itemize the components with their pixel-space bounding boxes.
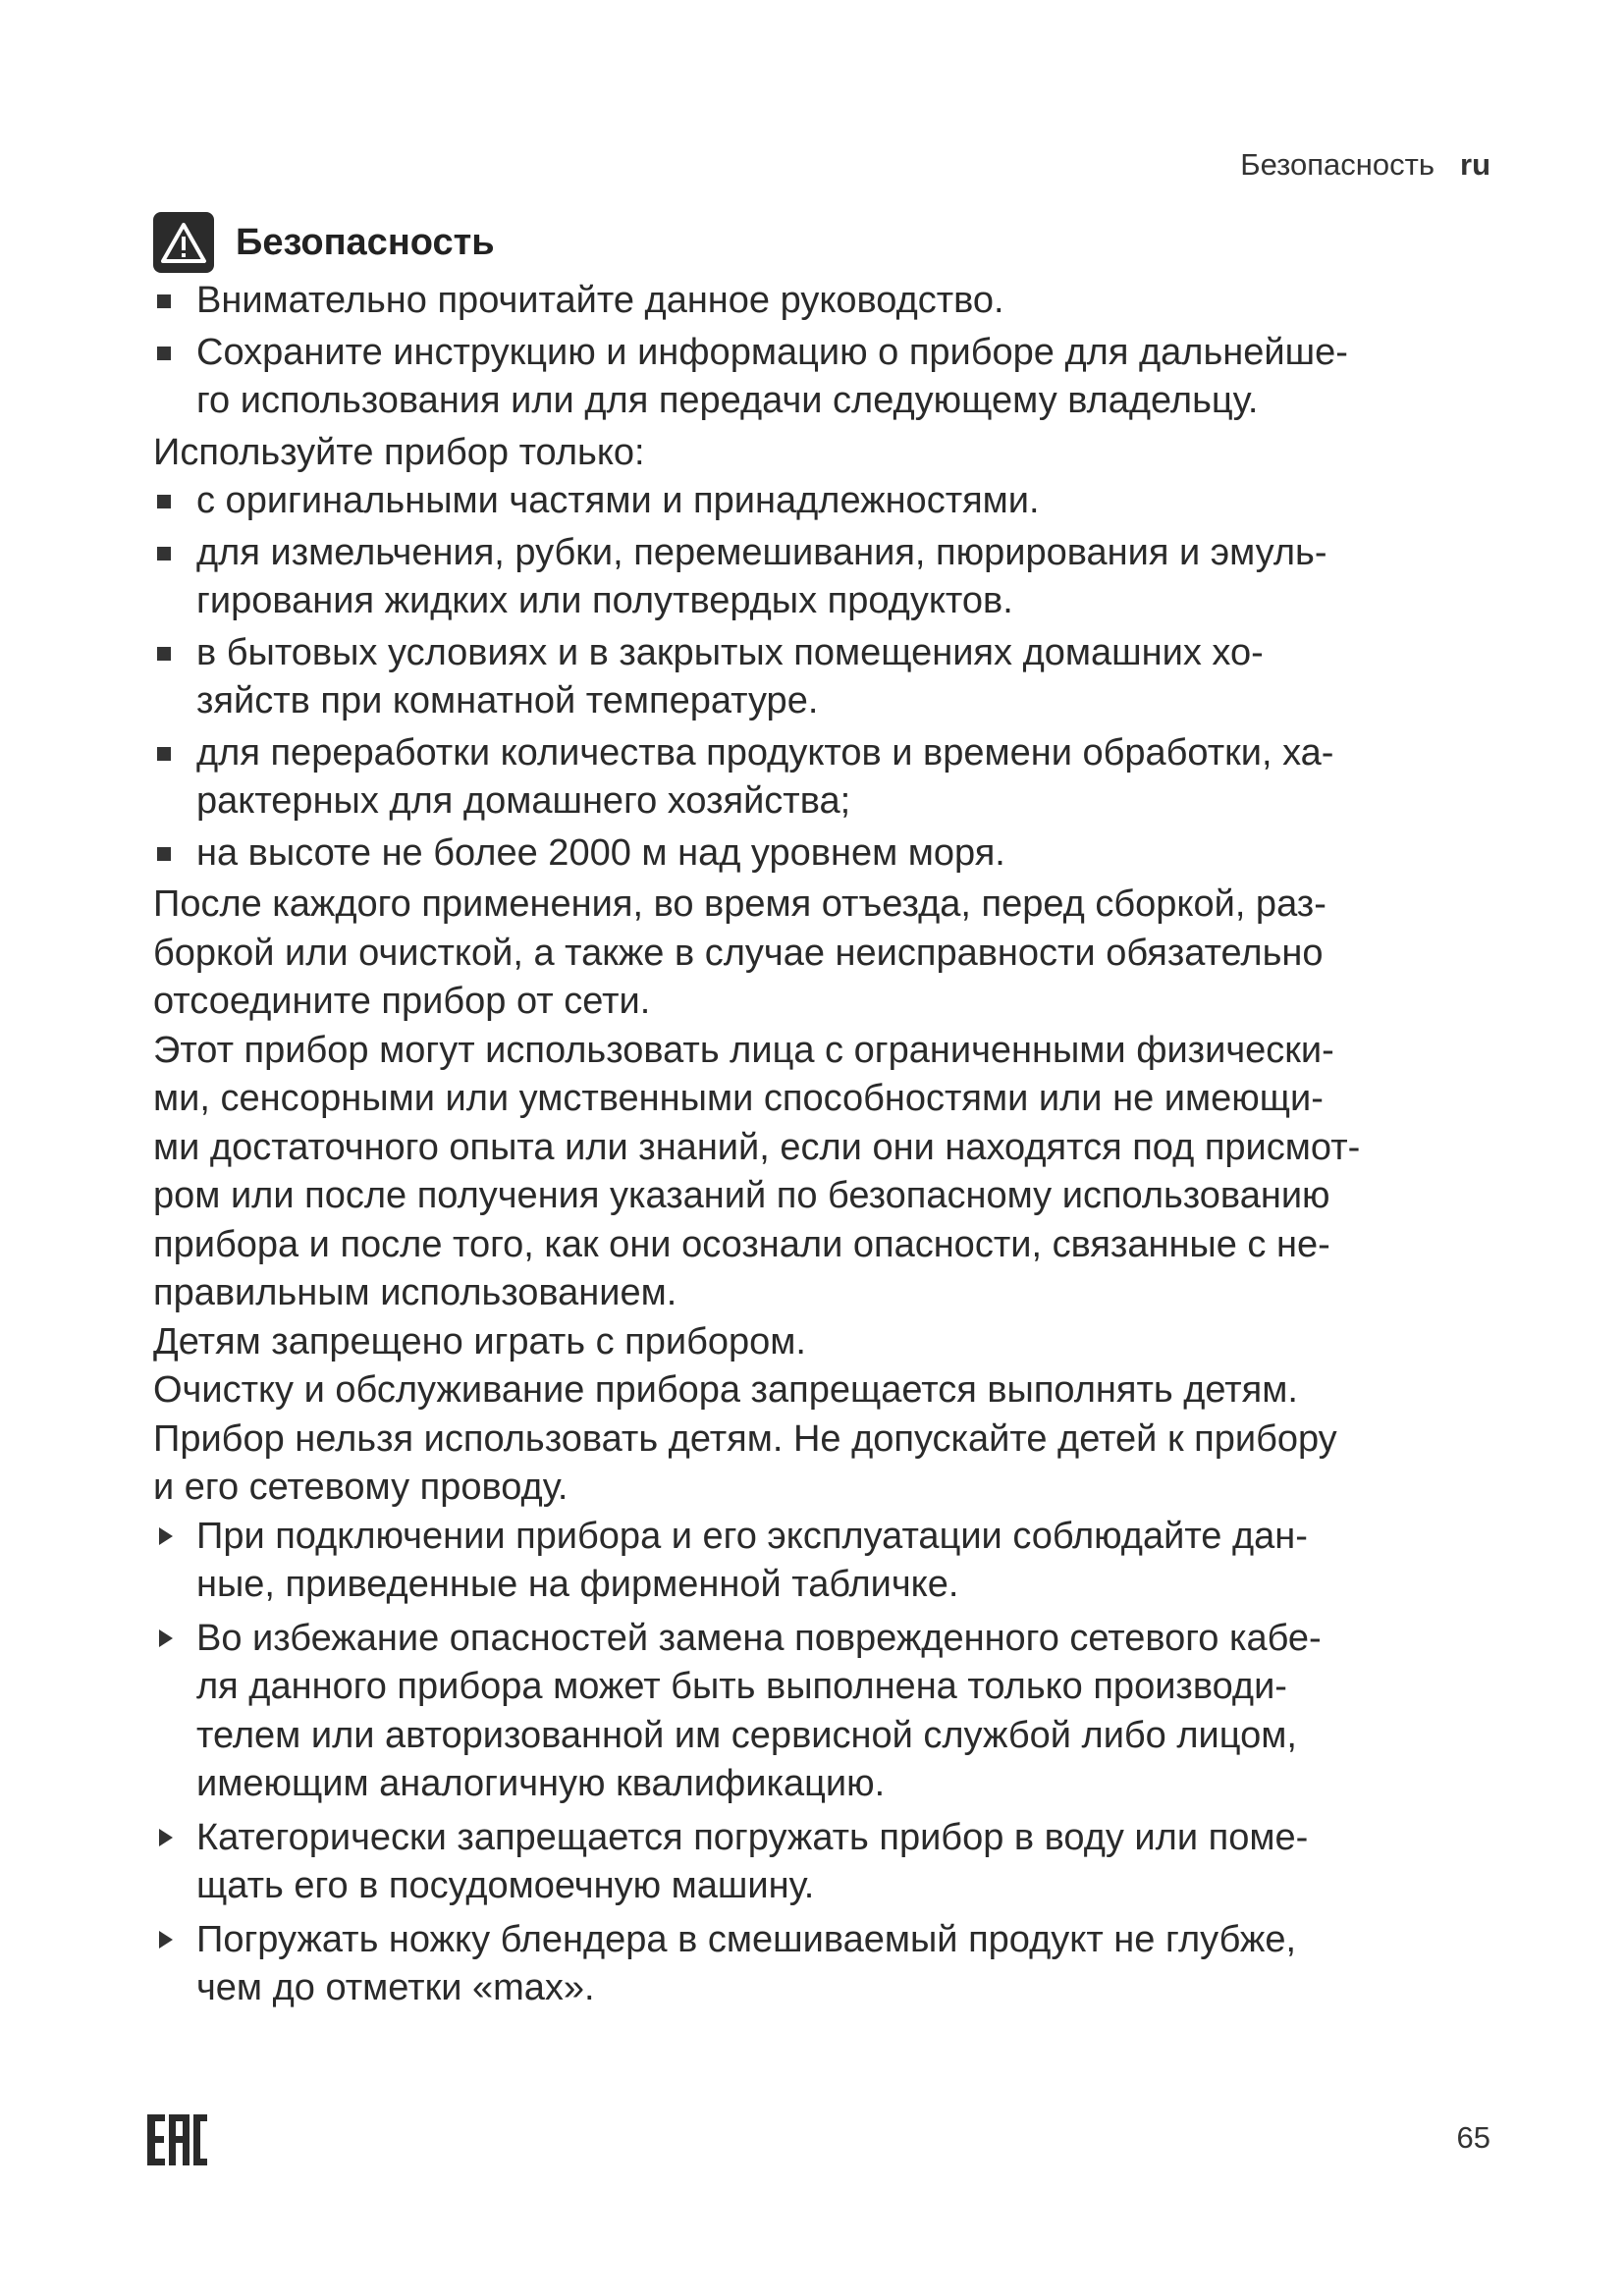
page-content xyxy=(153,277,1498,2018)
text-line: ми, сенсорными или умственными способностями или не имеющи- xyxy=(153,1078,1324,1119)
text-line: рактерных для домашнего хозяйства; xyxy=(196,780,851,822)
action-list xyxy=(153,1513,1498,2013)
paragraph xyxy=(153,1027,1498,1318)
bullet-item xyxy=(153,529,1498,626)
bullet-item xyxy=(153,829,1498,879)
text-line: с оригинальными частями и принадлежностями. xyxy=(196,480,1040,521)
text-line: прибора и после того, как они осознали опасности, связанные с не- xyxy=(153,1223,1330,1265)
bullet-item xyxy=(153,477,1498,526)
bullet-item xyxy=(153,629,1498,726)
text-line: ром или после получения указаний по безопасному использованию xyxy=(153,1175,1330,1216)
eac-mark xyxy=(147,2112,208,2172)
text-line: для переработки количества продуктов и времени обработки, ха- xyxy=(196,731,1334,774)
paragraph xyxy=(153,1366,1498,1513)
text-line: щать его в посудомоечную машину. xyxy=(196,1865,815,1906)
text-line: го использования или для передачи следующему владельцу. xyxy=(196,380,1259,421)
page-number: 65 xyxy=(1456,2120,1490,2155)
text-line: Погружать ножку блендера в смешиваемый продукт не глубже, xyxy=(196,1918,1297,1960)
paragraph xyxy=(153,881,1498,1027)
section-heading xyxy=(153,212,495,273)
text-line: зяйств при комнатной температуре. xyxy=(196,680,819,721)
text-line: гирования жидких или полутвердых продуктов. xyxy=(196,580,1013,621)
text-line: Категорически запрещается погружать прибор в воду или поме- xyxy=(196,1816,1309,1858)
text-line: правильным использованием. xyxy=(153,1272,677,1313)
text-line: в бытовых условиях и в закрытых помещениях домашних хо- xyxy=(196,631,1264,673)
text-line: боркой или очисткой, а также в случае неисправности обязательно xyxy=(153,932,1324,974)
text-line: отсоедините прибор от сети. xyxy=(153,981,651,1022)
text-line: ми достаточного опыта или знаний, если они находятся под присмот- xyxy=(153,1126,1361,1168)
text-line: имеющим аналогичную квалификацию. xyxy=(196,1763,886,1804)
header-section: Безопасность xyxy=(1240,147,1435,182)
action-item xyxy=(153,1814,1498,1911)
text-line: Очистку и обслуживание прибора запрещается выполнять детям. xyxy=(153,1369,1298,1411)
action-item xyxy=(153,1916,1498,2013)
bullet-item xyxy=(153,277,1498,326)
bullet-list-1 xyxy=(153,277,1498,426)
action-item xyxy=(153,1615,1498,1809)
text-line: После каждого применения, во время отъезда, перед сборкой, раз- xyxy=(153,883,1326,925)
text-line: Детям запрещено играть с прибором. xyxy=(153,1320,806,1362)
use-only-line: Используйте прибор только: xyxy=(153,431,645,473)
text-line: и его сетевому проводу. xyxy=(153,1467,568,1508)
paragraphs xyxy=(153,881,1498,1513)
running-header xyxy=(1240,147,1490,183)
text-line: Этот прибор могут использовать лица с ограниченными физически- xyxy=(153,1029,1334,1071)
text-line: При подключении прибора и его эксплуатации соблюдайте дан- xyxy=(196,1515,1308,1557)
header-lang: ru xyxy=(1460,147,1490,182)
eac-logo-icon xyxy=(147,2112,208,2167)
text-line: Прибор нельзя использовать детям. Не допускайте детей к прибору xyxy=(153,1417,1337,1460)
section-title: Безопасность xyxy=(236,221,495,263)
text-line: ля данного прибора может быть выполнена только производи- xyxy=(196,1666,1287,1707)
action-item xyxy=(153,1513,1498,1610)
paragraph xyxy=(153,1318,1498,1367)
bullet-item xyxy=(153,729,1498,827)
text-line: Внимательно прочитайте данное руководство. xyxy=(196,280,1004,321)
text-line: чем до отметки «max». xyxy=(196,1967,595,2008)
text-line: телем или авторизованной им сервисной службой либо лицом, xyxy=(196,1714,1297,1756)
text-line: ные, приведенные на фирменной табличке. xyxy=(196,1564,959,1605)
bullet-list-2 xyxy=(153,477,1498,878)
warning-icon xyxy=(153,212,214,273)
bullet-item xyxy=(153,329,1498,426)
text-line: Сохраните инструкцию и информацию о приборе для дальнейше- xyxy=(196,331,1348,373)
text-line: на высоте не более 2000 м над уровнем моря. xyxy=(196,831,1005,874)
text-line: Во избежание опасностей замена поврежденного сетевого кабе- xyxy=(196,1617,1322,1659)
text-line: для измельчения, рубки, перемешивания, пюрирования и эмуль- xyxy=(196,531,1327,573)
